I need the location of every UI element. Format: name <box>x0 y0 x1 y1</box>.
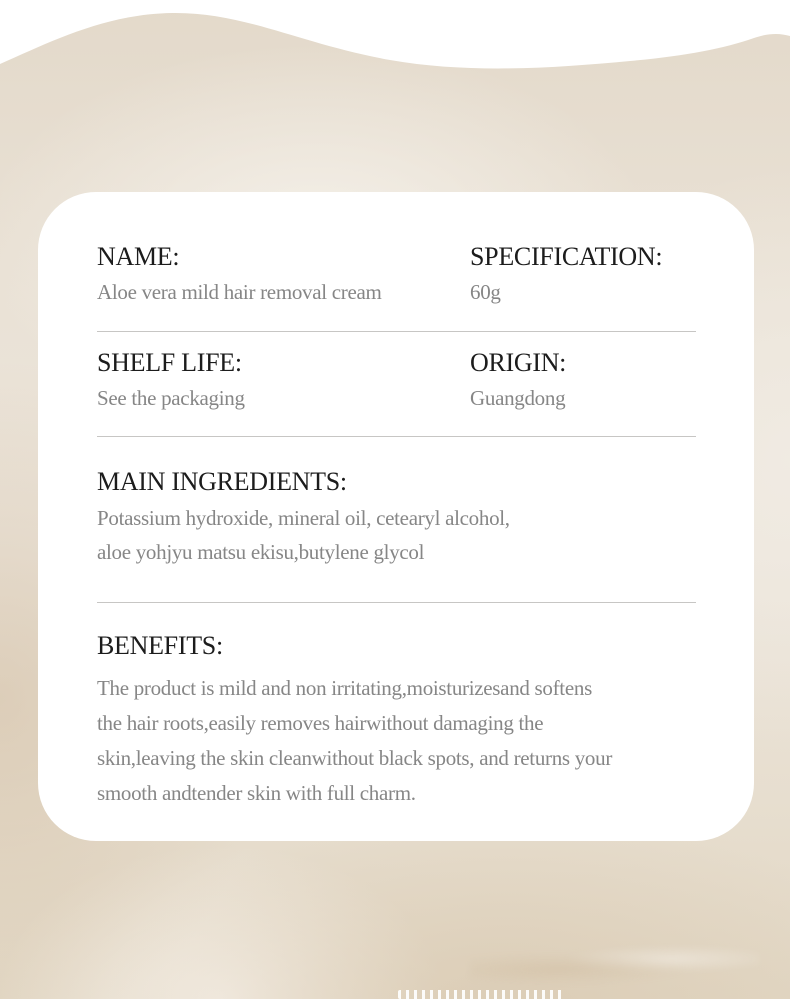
benefits-text <box>97 671 696 811</box>
row-shelflife-origin <box>97 344 696 415</box>
product-info-card <box>38 192 754 841</box>
field-shelf-life <box>97 344 470 415</box>
top-wave-decoration <box>0 0 790 130</box>
field-origin <box>470 344 696 415</box>
name-label: NAME: <box>97 242 180 271</box>
divider <box>97 436 696 437</box>
origin-value: Guangdong <box>470 386 566 410</box>
benefits-line: the hair roots,easily removes hairwithout damaging the <box>97 711 544 735</box>
specification-label: SPECIFICATION: <box>470 242 663 271</box>
cream-texture-smudge <box>470 938 760 990</box>
benefits-label: BENEFITS: <box>97 631 223 660</box>
benefits-line: smooth andtender skin with full charm. <box>97 781 416 805</box>
name-value: Aloe vera mild hair removal cream <box>97 280 382 304</box>
field-specification <box>470 238 696 309</box>
main-ingredients-label: MAIN INGREDIENTS: <box>97 467 347 496</box>
main-ingredients-text <box>97 501 696 569</box>
shelf-life-label: SHELF LIFE: <box>97 348 242 377</box>
divider <box>97 331 696 332</box>
specification-value: 60g <box>470 280 501 304</box>
field-name <box>97 238 470 309</box>
divider <box>97 602 696 603</box>
ingredients-line: aloe yohjyu matsu ekisu,butylene glycol <box>97 540 425 564</box>
origin-label: ORIGIN: <box>470 348 567 377</box>
benefits-line: skin,leaving the skin cleanwithout black spots, and returns your <box>97 746 613 770</box>
section-benefits <box>97 627 696 811</box>
ingredients-line: Potassium hydroxide, mineral oil, cetearyl alcohol, <box>97 506 510 530</box>
section-main-ingredients <box>97 463 696 569</box>
shelf-life-value: See the packaging <box>97 386 245 410</box>
benefits-line: The product is mild and non irritating,moisturizesand softens <box>97 676 592 700</box>
comb-teeth-decoration <box>398 990 566 999</box>
row-name-specification <box>97 238 696 309</box>
